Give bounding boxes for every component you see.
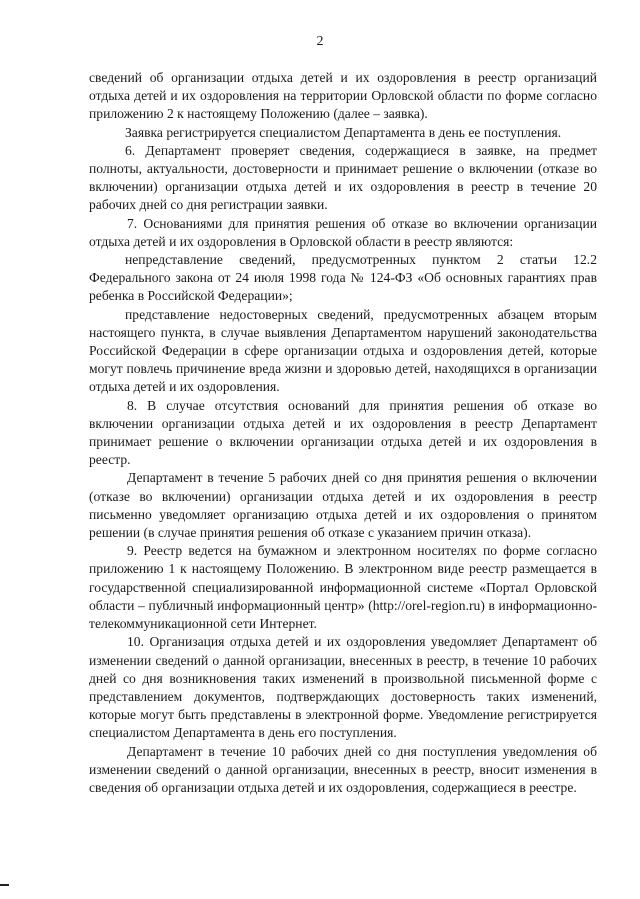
paragraph-item-7: 7. Основаниями для принятия решения об отказе во включении организации отдыха детей и их оздоровления в Орловской области в реестр являются: [89,215,597,249]
paragraph-item-8-notification: Департамент в течение 5 рабочих дней со дня принятия решения о включении (отказе во включении) организации отдыха детей и их оздоровления в реестр письменно уведомляет организацию отдыха детей и их оздоровления о принятом решении (в случае принятия решения об отказе с указанием причин отказа). [89,470,597,541]
document-body [89,69,597,797]
paragraph-item-9: 9. Реестр ведется на бумажном и электронном носителях по форме согласно приложению 1 к настоящему Положению. В электронном виде реестр размещается в государственной специализированной информационной системе «Портал Орловской области – публичный информационный центр» (http://orel-region.ru) в информационно-телекоммуникационной сети Интернет. [89,543,597,632]
paragraph-item-8: 8. В случае отсутствия оснований для принятия решения об отказе во включении организации отдыха детей и их оздоровления в реестр Департамент принимает решение о включении организации отдыха детей и их оздоровления в реестр. [89,397,597,468]
paragraph-item-6: 6. Департамент проверяет сведения, содержащиеся в заявке, на предмет полноты, актуальности, достоверности и принимает решение о включении (отказе во включении) организации отдыха детей и их оздоровления в реестр в течение 20 рабочих дней со дня регистрации заявки. [89,142,597,213]
scan-edge-mark [0,884,9,886]
paragraph-item-10-changes: Департамент в течение 10 рабочих дней со дня поступления уведомления об изменении сведений о данной организации, внесенных в реестр, вносит изменения в сведения об организации отдыха детей и их оздоровления, содержащиеся в реестре. [89,743,597,795]
paragraph-item-7-ground-1: непредставление сведений, предусмотренных пунктом 2 статьи 12.2 Федерального закона от 24 июля 1998 года № 124-ФЗ «Об основных гарантиях прав ребенка в Российской Федерации»; [89,252,597,304]
paragraph-continuation: сведений об организации отдыха детей и их оздоровления в реестр организаций отдыха детей и их оздоровления на территории Орловской области по форме согласно приложению 2 к настоящему Положению (далее – заявка). [89,70,597,122]
paragraph-item-7-ground-2: представление недостоверных сведений, предусмотренных абзацем вторым настоящего пункта, в случае выявления Департаментом нарушений законодательства Российской Федерации в сфере организации отдыха и оздоровления детей, которые могут повлечь причинение вреда жизни и здоровью детей, находящихся в организации отдыха детей и их оздоровления. [89,306,597,395]
page-number: 2 [316,34,324,49]
paragraph-item-10: 10. Организация отдыха детей и их оздоровления уведомляет Департамент об изменении сведений о данной организации, внесенных в реестр, в течение 10 рабочих дней со дня возникновения таких изменений в произвольной письменной форме с представлением документов, подтверждающих достоверность таких изменений, которые могут быть представлены в электронной форме. Уведомление регистрируется специалистом Департамента в день его поступления. [89,634,597,741]
paragraph-application-registration: Заявка регистрируется специалистом Департамента в день ее поступления. [125,124,562,140]
